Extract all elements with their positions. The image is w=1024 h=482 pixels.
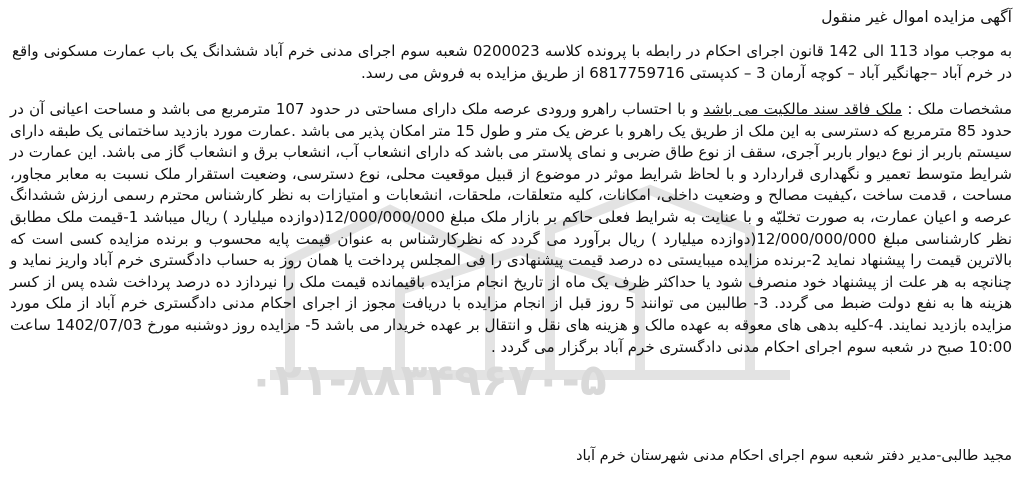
signature: مجید طالبی-مدیر دفتر شعبه سوم اجرای احکام مدنی شهرستان خرم آباد	[576, 448, 1012, 464]
specs-label: مشخصات ملک :	[907, 100, 1012, 118]
notice-intro: به موجب مواد 113 الی 142 قانون اجرای احکام در رابطه با پرونده کلاسه 0200023 شعبه سوم اجرای مدنی خرم آباد ششدانگ یک باب عمارت مسکونی واقع در خرم آباد –جهانگیر آباد – کوچه آرمان 3 – کدپستی 6817759716 از طریق مزایده به فروش می رسد.	[12, 42, 1013, 82]
watermark-phone: ۰۲۱-۸۸۳۴۹۶۷۰-۵	[248, 355, 607, 406]
notice-title: آگهی مزایده اموال غیر منقول	[821, 8, 1012, 26]
property-specs	[10, 99, 1012, 358]
no-title-deed-note: ملک فاقد سند مالکیت می باشد	[703, 100, 903, 118]
specs-body: و با احتساب راهرو ورودی عرصه ملک دارای مساحتی در حدود 107 مترمربع می باشد و مساحت اعیانی آن در حدود 85 مترمربع که دسترسی به این ملک از طریق یک راهرو با عرض یک متر و طول 15 متر امکان پذیر می باشد .عمارت مورد بازدید ساختمانی یک طبقه دارای سیستم باربر از نوع دیوار باربر آجری، سقف از نوع طاق ضربی و نمای پلاستر می باشد که دارای انشعاب آب، انشعاب برق و انشعاب گاز می باشد. این عمارت در شرایط متوسط تعمیر و نگهداری قراردارد و با لحاظ شرایط موثر در موضوع از قبیل موقعیت محلی، نوع دسترسی، وضعیت استقرار ملک نسبت به معابر مجاور، مساحت ، قدمت ساخت ،کیفیت مصالح و وضعیت داخلی، امکانات، کلیه متعلقات، ملحقات، انشعابات و امتیازات به نظر کارشناس محترم رسمی ارزش ششدانگ عرصه و اعیان عمارت، به صورت تخلیّه و با عنایت به شرایط فعلی حاکم بر بازار ملک مبلغ 12/000/000/000(دوازده میلیارد ) ریال میباشد 1-قیمت ملک مطابق نظر کارشناسی مبلغ 12/000/000/000(دوازده میلیارد ) ریال برآورد می گردد که نظرکارشناس به عنوان قیمت پایه محسوب و برنده مزایده کسی است که بالاترین قیمت را پیشنهاد نماید 2-برنده مزایده میبایستی ده درصد قیمت پیشنهادی را فی المجلس پرداخت یا همان روز به حساب دادگستری خرم آباد واریز نماید و چنانچه به هر علت از پیشنهاد خود منصرف شود یا حداکثر ظرف یک ماه از تاریخ انجام مزایده باقیمانده قیمت ملک را نیردازد ده درصد پرداخت شده پس از کسر هزینه ها به نفع دولت ضبط می گردد. 3- طالبین می توانند 5 روز قبل از انجام مزایده با دریافت مجوز از اجرای احکام مدنی دادگستری خرم آباد از ملک مورد مزایده بازدید نمایند. 4-کلیه بدهی های معوقه به عهده مالک و هزینه های نقل و انتقال بر عهده خریدار می باشد 5- مزایده روز دوشنبه مورخ 1402/07/03 ساعت 10:00 صبح در شعبه سوم اجرای احکام مدنی دادگستری خرم آباد برگزار می گردد .	[10, 100, 1013, 356]
